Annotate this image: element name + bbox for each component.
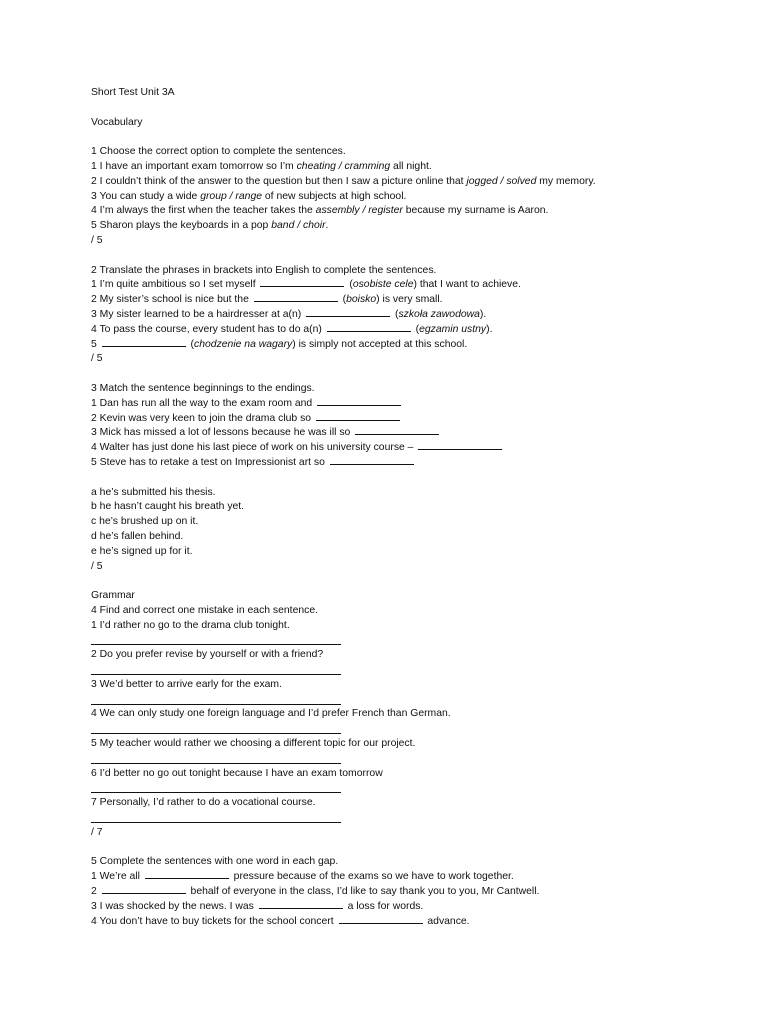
ex5-item: 2 behalf of everyone in the class, I’d like to say thank you to you, Mr Cantwell. — [91, 886, 540, 898]
ex1-option: assembly / register — [315, 205, 403, 217]
ex3-ending: c he’s brushed up on it. — [91, 516, 199, 528]
answer-line[interactable] — [91, 752, 731, 767]
ex4-item: 1 I’d rather no go to the drama club tonight. — [91, 619, 290, 631]
answer-line[interactable] — [91, 722, 731, 737]
answer-line[interactable] — [91, 781, 731, 796]
ex4-item: 6 I’d better no go out tonight because I have an exam tomorrow — [91, 767, 383, 779]
answer-blank[interactable] — [102, 892, 186, 894]
ex1-option: band / choir — [271, 220, 326, 232]
ex3-score: / 5 — [91, 560, 103, 572]
ex1-option: cheating / cramming — [296, 160, 391, 172]
answer-blank[interactable] — [260, 285, 344, 287]
ex2-item: 4 To pass the course, every student has to do a(n) (egzamin ustny). — [91, 323, 493, 335]
ex1-option: group / range — [200, 190, 262, 202]
ex4-item: 3 We’d better to arrive early for the exam. — [91, 678, 282, 690]
answer-blank[interactable] — [418, 448, 502, 450]
ex2-item: 5 (chodzenie na wagary) is simply not accepted at this school. — [91, 338, 468, 350]
ex1-score: / 5 — [91, 234, 103, 246]
answer-line[interactable] — [91, 811, 731, 826]
ex5-item: 1 We’re all pressure because of the exams so we have to work together. — [91, 871, 514, 883]
ex1-item: 2 I couldn’t think of the answer to the question but then I saw a picture online that jogged / solved my memory. — [91, 175, 596, 187]
answer-line[interactable] — [91, 663, 731, 678]
section-vocabulary: Vocabulary — [91, 116, 143, 128]
test-title: Short Test Unit 3A — [91, 87, 175, 98]
answer-blank[interactable] — [254, 300, 338, 302]
ex2-heading: 2 Translate the phrases in brackets into English to complete the sentences. — [91, 264, 437, 276]
ex5-heading: 5 Complete the sentences with one word in each gap. — [91, 856, 339, 868]
answer-blank[interactable] — [317, 404, 401, 406]
ex1-option: jogged / solved — [466, 175, 537, 187]
ex5-item: 3 I was shocked by the news. I was a loss for words. — [91, 900, 424, 912]
ex2-item: 2 My sister’s school is nice but the (boisko) is very small. — [91, 294, 443, 306]
ex1-heading: 1 Choose the correct option to complete the sentences. — [91, 146, 346, 158]
answer-line[interactable] — [91, 633, 731, 648]
ex1-item: 3 You can study a wide group / range of new subjects at high school. — [91, 190, 407, 202]
ex1-item: 4 I’m always the first when the teacher takes the assembly / register because my surname is Aaron. — [91, 205, 549, 217]
ex3-item: 3 Mick has missed a lot of lessons because he was ill so — [91, 426, 731, 441]
ex2-score: / 5 — [91, 353, 103, 365]
ex4-item: 2 Do you prefer revise by yourself or with a friend? — [91, 649, 324, 661]
answer-blank[interactable] — [330, 463, 414, 465]
answer-line[interactable] — [91, 693, 731, 708]
answer-blank[interactable] — [102, 345, 186, 347]
answer-blank[interactable] — [327, 330, 411, 332]
ex4-item: 5 My teacher would rather we choosing a different topic for our project. — [91, 738, 416, 750]
ex4-item: 4 We can only study one foreign language and I’d prefer French than German. — [91, 708, 451, 720]
ex1-item: 5 Sharon plays the keyboards in a pop band / choir. — [91, 220, 329, 232]
answer-blank[interactable] — [259, 907, 343, 909]
ex5-item: 4 You don’t have to buy tickets for the school concert advance. — [91, 915, 470, 927]
ex3-item: 2 Kevin was very keen to join the drama club so — [91, 412, 731, 427]
answer-blank[interactable] — [339, 922, 423, 924]
ex3-heading: 3 Match the sentence beginnings to the endings. — [91, 382, 315, 394]
ex2-item: 3 My sister learned to be a hairdresser at a(n) (szkoła zawodowa). — [91, 308, 487, 320]
ex4-score: / 7 — [91, 826, 103, 838]
section-grammar: Grammar — [91, 590, 135, 602]
worksheet — [91, 86, 731, 929]
ex1-item: 1 I have an important exam tomorrow so I’m cheating / cramming all night. — [91, 160, 432, 172]
ex4-item: 7 Personally, I’d rather to do a vocational course. — [91, 797, 316, 809]
ex3-ending: d he’s fallen behind. — [91, 530, 184, 542]
answer-blank[interactable] — [306, 315, 390, 317]
ex3-ending: a he’s submitted his thesis. — [91, 486, 216, 498]
answer-blank[interactable] — [145, 877, 229, 879]
ex2-item: 1 I’m quite ambitious so I set myself (osobiste cele) that I want to achieve. — [91, 279, 521, 291]
ex3-item: 1 Dan has run all the way to the exam room and — [91, 397, 731, 412]
ex4-heading: 4 Find and correct one mistake in each sentence. — [91, 604, 318, 616]
ex3-item: 4 Walter has just done his last piece of work on his university course – — [91, 441, 731, 456]
ex3-ending: b he hasn’t caught his breath yet. — [91, 501, 245, 513]
answer-blank[interactable] — [316, 419, 400, 421]
ex3-item: 5 Steve has to retake a test on Impressionist art so — [91, 456, 731, 471]
answer-blank[interactable] — [355, 433, 439, 435]
ex3-ending: e he’s signed up for it. — [91, 545, 193, 557]
